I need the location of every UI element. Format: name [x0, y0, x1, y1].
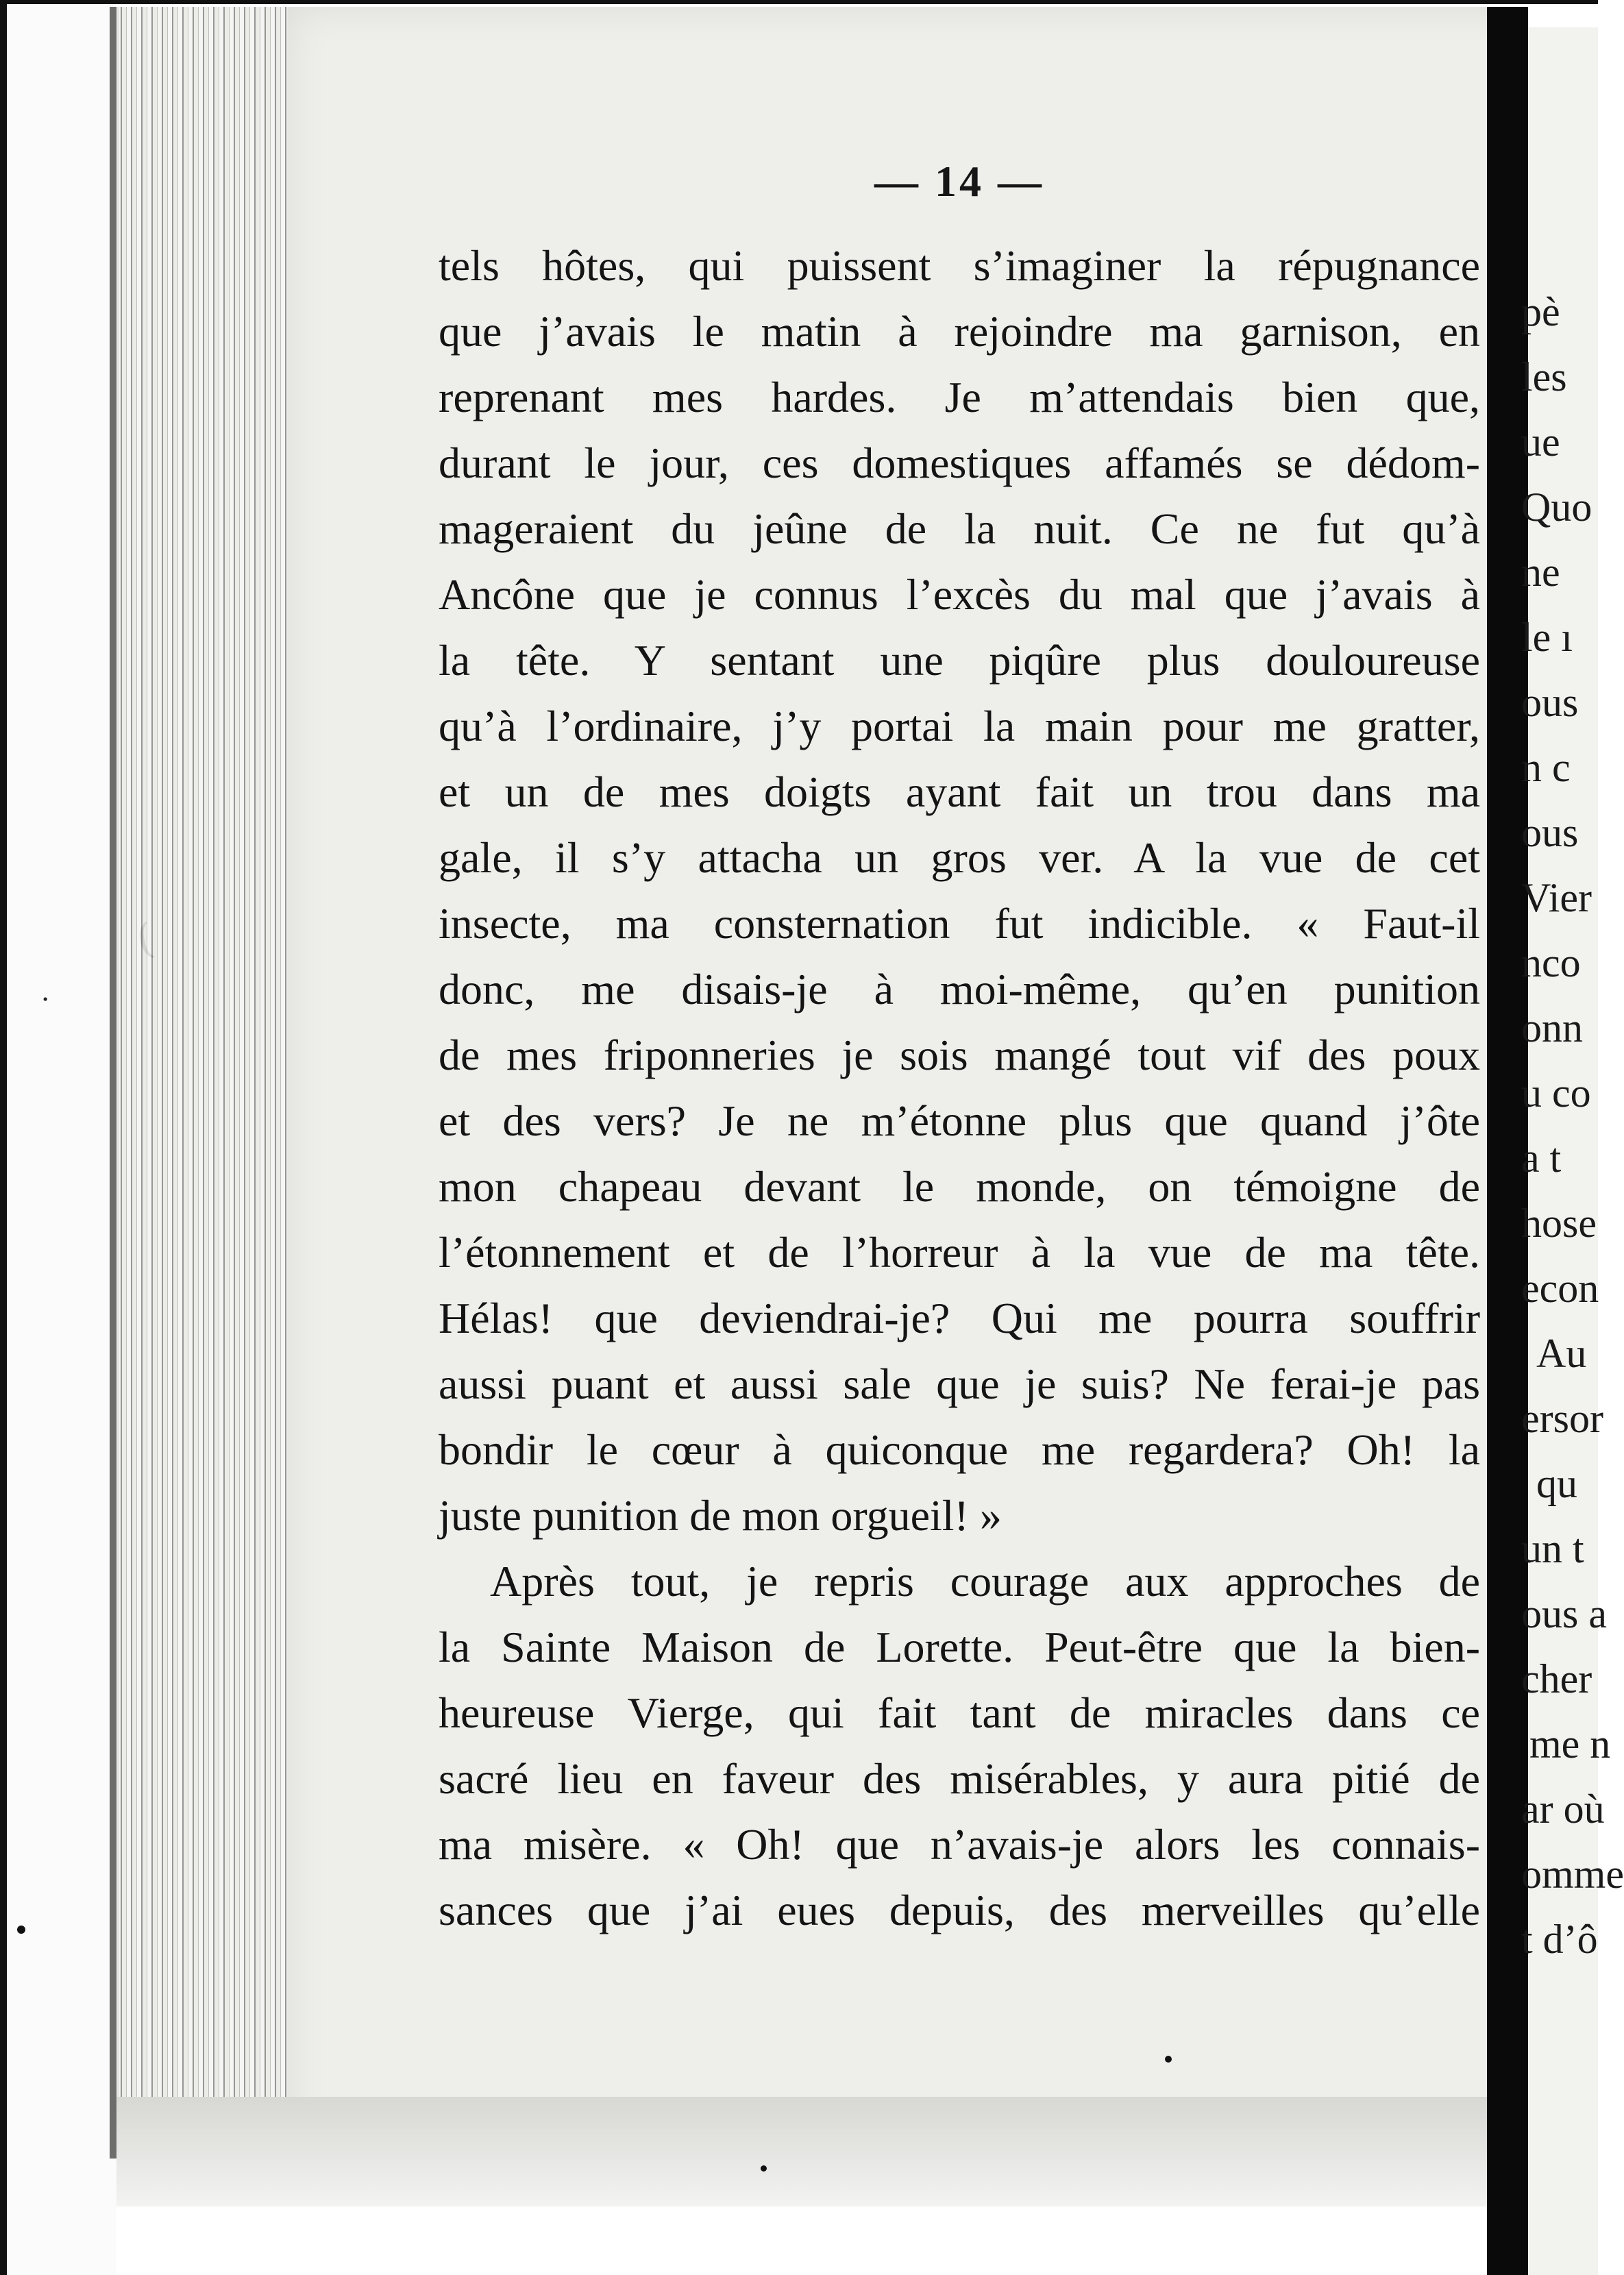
- text-line: de mes friponneries je sois mangé tout vif des poux: [439, 1031, 1480, 1079]
- ink-speck: [761, 2165, 767, 2172]
- opposite-fragment: ar où: [1521, 1786, 1605, 1832]
- text-line: bondir le cœur à quiconque me regardera? Oh! la: [439, 1425, 1480, 1474]
- text-line: heureuse Vierge, qui fait tant de miracles dans ce: [439, 1688, 1480, 1737]
- text-line: aussi puant et aussi sale que je suis? Ne ferai-je pas: [439, 1360, 1480, 1408]
- text-line: Ancône que je connus l’excès du mal que j’avais à: [439, 570, 1480, 619]
- opposite-page: [1521, 27, 1624, 2275]
- opposite-fragment: Quo: [1521, 484, 1592, 530]
- text-line: reprenant mes hardes. Je m’attendais bien que,: [439, 373, 1480, 421]
- text-line: Après tout, je repris courage aux approches de: [490, 1557, 1480, 1606]
- scan-edge-top: [0, 0, 1598, 4]
- opposite-fragment: cher: [1521, 1656, 1592, 1701]
- left-margin: [7, 4, 116, 2275]
- opposite-fragment: ous a: [1521, 1591, 1607, 1636]
- page-bottom-shade: [116, 2097, 1528, 2206]
- opposite-fragment: me n: [1529, 1721, 1611, 1767]
- opposite-fragment: Vier: [1521, 875, 1592, 920]
- text-line: et des vers? Je ne m’étonne plus que quand j’ôte: [439, 1096, 1480, 1145]
- text-line: sances que j’ai eues depuis, des merveilles qu’elle: [439, 1886, 1480, 1934]
- text-line: tels hôtes, qui puissent s’imaginer la répugnance: [439, 241, 1480, 290]
- text-line: que j’avais le matin à rejoindre ma garnison, en: [439, 307, 1480, 356]
- opposite-fragment: Au: [1536, 1331, 1587, 1376]
- text-line: la Sainte Maison de Lorette. Peut-être que la bien-: [439, 1623, 1480, 1671]
- text-line: la tête. Y sentant une piqûre plus douloureuse: [439, 636, 1480, 685]
- body-text: [439, 233, 1480, 1943]
- opposite-fragment: pè: [1521, 289, 1560, 334]
- opposite-fragment: ersor: [1521, 1396, 1603, 1441]
- ink-speck: [1165, 2056, 1172, 2063]
- opposite-fragment: a t: [1521, 1135, 1562, 1181]
- page-number: — 14 —: [874, 157, 1044, 206]
- text-line: ma misère. « Oh! que n’avais-je alors les connais-: [439, 1820, 1480, 1869]
- scan-edge-left: [0, 0, 7, 2275]
- text-line: gale, il s’y attacha un gros ver. A la vue de cet: [439, 833, 1480, 882]
- margin-speck: ·: [38, 983, 53, 1016]
- text-line: Hélas! que deviendrai-je? Qui me pourra souffrir: [439, 1294, 1480, 1342]
- opposite-fragment: les: [1521, 354, 1567, 399]
- text-line: durant le jour, ces domestiques affamés se dédom-: [439, 439, 1480, 487]
- opposite-fragment: ne: [1521, 550, 1560, 595]
- text-line: donc, me disais-je à moi-même, qu’en punition: [439, 965, 1480, 1013]
- opposite-fragment: ous: [1521, 680, 1579, 725]
- text-line: et un de mes doigts ayant fait un trou dans ma: [439, 767, 1480, 816]
- text-line: mon chapeau devant le monde, on témoigne de: [439, 1162, 1480, 1211]
- ink-speck: [17, 1926, 25, 1934]
- opposite-fragment: ue: [1521, 419, 1560, 465]
- text-line: qu’à l’ordinaire, j’y portai la main pour me gratter,: [439, 702, 1480, 750]
- page-stack-edges: [116, 7, 288, 2159]
- text-line: juste punition de mon orgueil! »: [439, 1491, 1002, 1540]
- opposite-fragment: un t: [1521, 1526, 1584, 1571]
- opposite-fragment: t d’ô: [1521, 1917, 1598, 1962]
- opposite-fragment: ous: [1521, 810, 1579, 855]
- opposite-fragment: le ı: [1521, 615, 1573, 660]
- opposite-fragment: n c: [1521, 745, 1571, 790]
- opposite-fragment: econ: [1521, 1266, 1599, 1311]
- text-line: l’étonnement et de l’horreur à la vue de ma tête.: [439, 1228, 1480, 1277]
- opposite-fragment: hose: [1521, 1201, 1597, 1246]
- opposite-fragment: u co: [1521, 1070, 1591, 1116]
- opposite-fragment: nco: [1521, 940, 1581, 985]
- opposite-fragment: omme: [1521, 1852, 1624, 1897]
- opposite-fragment: qu: [1536, 1461, 1577, 1506]
- text-line: mageraient du jeûne de la nuit. Ce ne fut qu’à: [439, 504, 1480, 553]
- text-line: insecte, ma consternation fut indicible. « Faut-il: [439, 899, 1480, 948]
- opposite-fragment: onn: [1521, 1005, 1583, 1050]
- text-line: sacré lieu en faveur des misérables, y aura pitié de: [439, 1754, 1480, 1803]
